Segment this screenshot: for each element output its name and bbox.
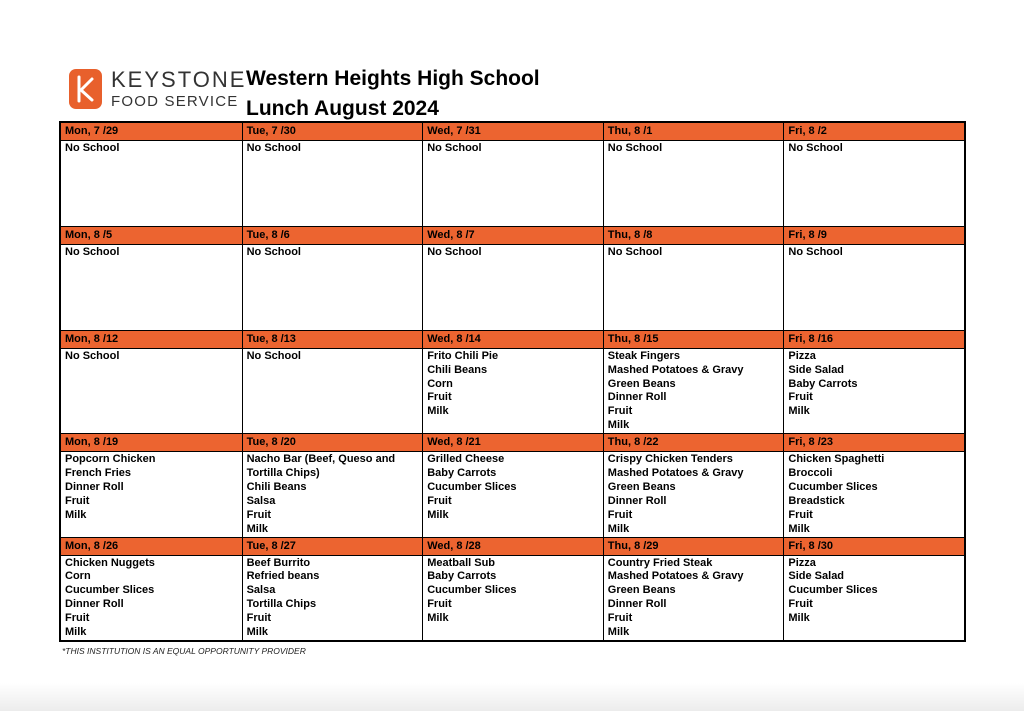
menu-item: Chicken Spaghetti [788, 453, 885, 466]
day-cell [242, 123, 423, 226]
menu-item: Breadstick [788, 494, 845, 507]
logo-text [111, 69, 246, 109]
menu-list [61, 141, 242, 156]
day-cell [242, 434, 423, 536]
menu-item: Fruit [427, 494, 452, 507]
day-cell [603, 123, 784, 226]
school-name: Western Heights High School [246, 67, 540, 90]
menu-item: Milk [607, 522, 630, 535]
menu-item: No School [427, 142, 482, 154]
day-cell [783, 331, 964, 433]
menu-list [423, 141, 603, 156]
menu-item: Popcorn Chicken [65, 453, 156, 466]
menu-item: No School [788, 246, 843, 259]
calendar-week [61, 330, 964, 433]
day-cell [603, 227, 784, 329]
menu-item: Dinner Roll [607, 598, 667, 611]
day-header: Mon, 8 /5 [61, 227, 242, 245]
menu-list [604, 556, 784, 640]
day-cell [242, 227, 423, 329]
menu-item: Milk [427, 612, 449, 625]
menu-item: Nacho Bar (Beef, Queso and Tortilla Chips) [246, 453, 396, 480]
menu-list [604, 141, 784, 156]
day-header: Fri, 8 /23 [784, 434, 964, 452]
calendar-week [61, 537, 964, 640]
menu-item: No School [65, 246, 120, 259]
menu-item: No School [607, 142, 663, 154]
page-title [246, 64, 540, 124]
menu-item: French Fries [65, 467, 132, 480]
menu-item: Side Salad [788, 363, 845, 376]
logo-subtitle: FOOD SERVICE [111, 93, 239, 110]
menu-item: Dinner Roll [607, 494, 667, 507]
day-header: Wed, 8 /14 [423, 331, 603, 349]
page-bottom-band [0, 683, 1024, 711]
menu-item: Milk [788, 522, 810, 535]
menu-list [784, 452, 964, 536]
day-cell [61, 227, 242, 329]
day-cell [422, 123, 603, 226]
calendar-week [61, 123, 964, 226]
menu-list [604, 452, 784, 536]
menu-item: Chicken Nuggets [65, 556, 155, 569]
menu-item: Dinner Roll [65, 480, 124, 493]
menu-item: Broccoli [788, 467, 833, 480]
menu-item: Tortilla Chips [246, 598, 317, 611]
menu-list [61, 452, 242, 523]
menu-item: Corn [65, 570, 91, 583]
menu-item: Dinner Roll [65, 598, 124, 611]
day-cell [783, 538, 964, 640]
menu-item: Side Salad [788, 570, 845, 583]
menu-item: No School [65, 142, 120, 154]
day-cell [603, 434, 784, 536]
menu-item: Fruit [607, 508, 633, 521]
menu-list [784, 556, 964, 627]
day-header: Thu, 8 /22 [604, 434, 784, 452]
menu-item: Milk [65, 508, 87, 521]
menu-item: Cucumber Slices [788, 480, 878, 493]
menu-item: No School [788, 142, 843, 154]
menu-item: No School [427, 246, 482, 259]
menu-item: Frito Chili Pie [427, 349, 499, 362]
day-header: Thu, 8 /8 [604, 227, 784, 245]
menu-item: Milk [246, 522, 268, 535]
menu-item: Milk [788, 612, 810, 625]
day-header: Thu, 8 /29 [604, 538, 784, 556]
menu-list [61, 349, 242, 364]
day-cell [422, 434, 603, 536]
menu-item: Milk [246, 626, 268, 639]
menu-item: Salsa [246, 494, 276, 507]
menu-item: Dinner Roll [607, 391, 667, 404]
menu-item: Milk [427, 508, 449, 521]
day-cell [783, 227, 964, 329]
day-cell [783, 434, 964, 536]
menu-list [243, 141, 423, 156]
day-header: Tue, 8 /6 [243, 227, 423, 245]
day-cell [603, 331, 784, 433]
menu-list [784, 141, 964, 156]
menu-item: Pizza [788, 349, 816, 362]
day-header: Fri, 8 /9 [784, 227, 964, 245]
menu-item: Cucumber Slices [65, 584, 155, 597]
day-header: Wed, 8 /7 [423, 227, 603, 245]
day-header: Mon, 8 /12 [61, 331, 242, 349]
day-header: Mon, 8 /26 [61, 538, 242, 556]
menu-item: Milk [607, 419, 630, 432]
day-header: Wed, 8 /21 [423, 434, 603, 452]
lunch-calendar [59, 121, 966, 642]
day-header: Tue, 8 /13 [243, 331, 423, 349]
menu-item: Corn [427, 377, 453, 390]
menu-item: Fruit [427, 598, 452, 611]
menu-item: Cucumber Slices [788, 584, 878, 597]
menu-item: Fruit [246, 508, 272, 521]
menu-list [423, 245, 603, 260]
menu-list [243, 556, 423, 640]
day-cell [242, 538, 423, 640]
menu-item: Mashed Potatoes & Gravy [607, 467, 744, 480]
menu-list [423, 556, 603, 627]
menu-item: Green Beans [607, 584, 676, 597]
menu-item: Cucumber Slices [427, 584, 517, 597]
menu-item: Milk [788, 405, 810, 418]
menu-item: Chili Beans [246, 480, 307, 493]
menu-item: Mashed Potatoes & Gravy [607, 363, 744, 376]
menu-item: Milk [607, 626, 630, 639]
menu-list [243, 349, 423, 364]
menu-list [423, 349, 603, 420]
menu-list [61, 245, 242, 260]
day-header: Mon, 7 /29 [61, 123, 242, 141]
menu-list [784, 349, 964, 420]
menu-item: Fruit [427, 391, 452, 404]
menu-item: Refried beans [246, 570, 320, 583]
day-header: Mon, 8 /19 [61, 434, 242, 452]
menu-item: No School [607, 246, 663, 259]
menu-list [423, 452, 603, 523]
day-cell [61, 123, 242, 226]
menu-item: Chili Beans [427, 363, 488, 376]
menu-item: Green Beans [607, 480, 676, 493]
day-cell [242, 331, 423, 433]
calendar-week [61, 433, 964, 536]
keystone-logo [69, 68, 246, 110]
day-header: Tue, 7 /30 [243, 123, 423, 141]
day-cell [61, 331, 242, 433]
day-header: Fri, 8 /30 [784, 538, 964, 556]
day-header: Fri, 8 /16 [784, 331, 964, 349]
day-cell [603, 538, 784, 640]
day-cell [422, 331, 603, 433]
menu-item: Fruit [788, 508, 813, 521]
keystone-k-icon [69, 69, 102, 109]
day-cell [61, 434, 242, 536]
day-cell [61, 538, 242, 640]
day-header: Thu, 8 /15 [604, 331, 784, 349]
menu-item: No School [246, 349, 301, 362]
menu-item: Fruit [607, 612, 633, 625]
menu-item: Crispy Chicken Tenders [607, 453, 733, 466]
day-header: Wed, 7 /31 [423, 123, 603, 141]
menu-item: Fruit [788, 391, 813, 404]
menu-item: Baby Carrots [788, 377, 858, 390]
menu-item: Milk [65, 626, 87, 639]
menu-list [61, 556, 242, 640]
menu-month: Lunch August 2024 [246, 97, 439, 120]
day-header: Tue, 8 /20 [243, 434, 423, 452]
day-header: Fri, 8 /2 [784, 123, 964, 141]
menu-item: Fruit [65, 612, 90, 625]
day-header: Tue, 8 /27 [243, 538, 423, 556]
menu-list [784, 245, 964, 260]
menu-item: Fruit [65, 494, 90, 507]
menu-item: No School [246, 142, 301, 154]
menu-list [243, 452, 423, 536]
menu-item: Mashed Potatoes & Gravy [607, 570, 744, 583]
menu-item: Grilled Cheese [427, 453, 505, 466]
menu-item: No School [65, 349, 120, 362]
menu-item: Country Fried Steak [607, 556, 713, 569]
day-cell [422, 538, 603, 640]
day-cell [422, 227, 603, 329]
menu-item: No School [246, 246, 301, 259]
menu-item: Baby Carrots [427, 570, 497, 583]
menu-item: Fruit [246, 612, 272, 625]
menu-item: Baby Carrots [427, 467, 497, 480]
menu-item: Meatball Sub [427, 556, 496, 569]
menu-item: Salsa [246, 584, 276, 597]
day-cell [783, 123, 964, 226]
calendar-week [61, 226, 964, 329]
menu-item: Fruit [788, 598, 813, 611]
menu-item: Cucumber Slices [427, 480, 517, 493]
menu-item: Steak Fingers [607, 349, 680, 362]
footnote: *THIS INSTITUTION IS AN EQUAL OPPORTUNITY PROVIDER [62, 646, 306, 656]
menu-item: Beef Burrito [246, 556, 311, 569]
day-header: Thu, 8 /1 [604, 123, 784, 141]
logo-name: KEYSTONE [111, 67, 247, 92]
menu-item: Green Beans [607, 377, 676, 390]
menu-list [604, 245, 784, 260]
menu-item: Fruit [607, 405, 633, 418]
menu-list [604, 349, 784, 433]
menu-item: Pizza [788, 556, 816, 569]
menu-list [243, 245, 423, 260]
day-header: Wed, 8 /28 [423, 538, 603, 556]
menu-item: Milk [427, 405, 449, 418]
